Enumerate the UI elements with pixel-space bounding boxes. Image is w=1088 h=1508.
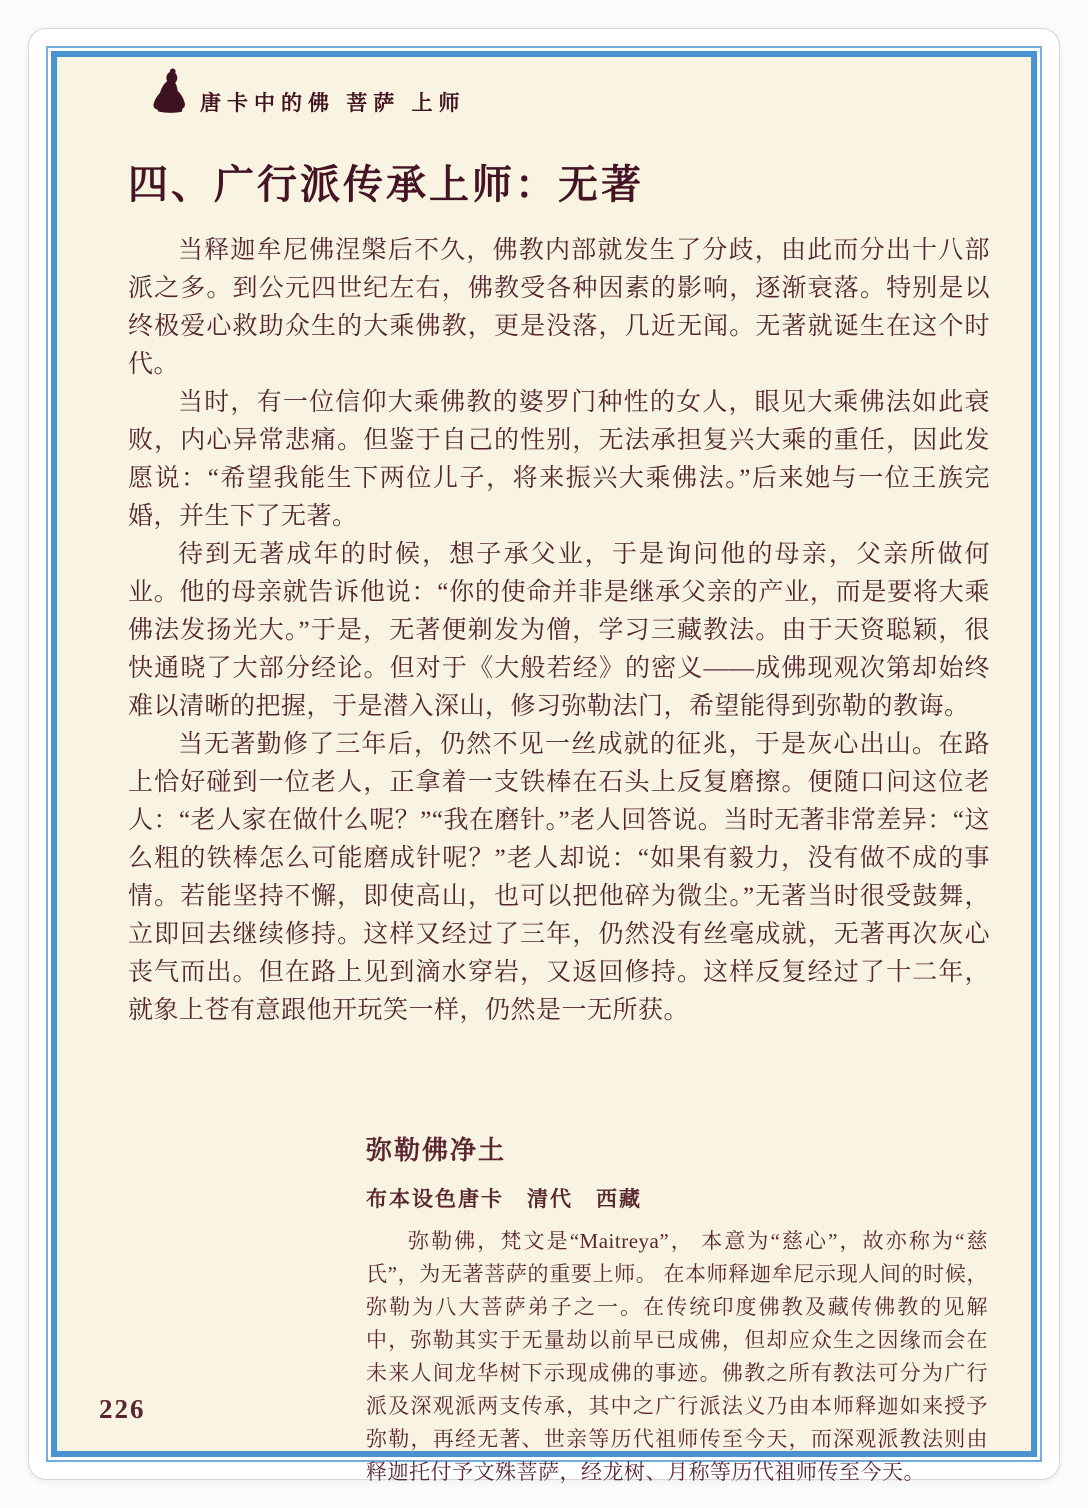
book-page — [28, 28, 1060, 1484]
seated-buddha-icon — [150, 67, 190, 120]
paragraph-2: 当时，有一位信仰大乘佛教的婆罗门种性的女人，眼见大乘佛法如此衰败，内心异常悲痛。但鉴于自己的性别，无法承担复兴大乘的重任，因此发愿说：“希望我能生下两位儿子，将来振兴大乘佛法。”后来她与一位王族完婚，并生下了无著。 — [128, 389, 990, 530]
chapter-title: 四、广行派传承上师：无著 — [128, 162, 644, 207]
outer-blue-frame — [46, 46, 1042, 1484]
caption-subtitle: 布本设色唐卡 清代 西藏 — [366, 1187, 642, 1211]
paragraph-3: 待到无著成年的时候，想子承父业，于是询问他的母亲，父亲所做何业。他的母亲就告诉他说：“你的使命并非是继承父亲的产业，而是要将大乘佛法发扬光大。”于是，无著便剃发为僧，学习三藏教法。由于天资聪颖，很快通晓了大部分经论。但对于《大般若经》的密义——成佛现观次第却始终难以清晰的把握，于是潜入深山，修习弥勒法门，希望能得到弥勒的教诲。 — [128, 541, 990, 720]
page-content — [57, 57, 1031, 1484]
article-body — [128, 232, 990, 1030]
series-header — [128, 67, 998, 121]
inner-blue-frame — [51, 51, 1037, 1484]
series-title: 唐卡中的佛 菩萨 上师 — [200, 91, 466, 115]
caption-title: 弥勒佛净土 — [366, 1136, 507, 1165]
thangka-caption — [366, 1130, 988, 1489]
caption-text: 弥勒佛，梵文是“Maitreya”， 本意为“慈心”，故亦称为“慈氏”，为无著菩萨的重要上师。 在本师释迦牟尼示现人间的时候，弥勒为八大菩萨弟子之一。在传统印度佛教及藏传佛教的见解中，弥勒其实于无量劫以前早已成佛，但却应众生之因缘而会在未来人间龙华树下示现成佛的事迹。佛教之所有教法可分为广行派及深观派两支传承，其中之广行派法义乃由本师释迦如来授予弥勒，再经无著、世亲等历代祖师传至今天，而深观派教法则由释迦托付予文殊菩萨，经龙树、月称等历代祖师传至今天。 — [366, 1229, 988, 1484]
paragraph-4: 当无著勤修了三年后，仍然不见一丝成就的征兆，于是灰心出山。在路上恰好碰到一位老人，正拿着一支铁棒在石头上反复磨擦。便随口问这位老人：“老人家在做什么呢？”“我在磨针。”老人回答说。当时无著非常差异：“这么粗的铁棒怎么可能磨成针呢？”老人却说：“如果有毅力，没有做不成的事情。若能坚持不懈，即使高山，也可以把他碎为微尘。”无著当时很受鼓舞，立即回去继续修持。这样又经过了三年，仍然没有丝毫成就，无著再次灰心丧气而出。但在路上见到滴水穿岩，又返回修持。这样反复经过了十二年，就象上苍有意跟他开玩笑一样，仍然是一无所获。 — [128, 731, 990, 1024]
page-number: 226 — [99, 1394, 146, 1424]
paragraph-1: 当释迦牟尼佛涅槃后不久，佛教内部就发生了分歧，由此而分出十八部派之多。到公元四世纪左右，佛教受各种因素的影响，逐渐衰落。特别是以终极爱心救助众生的大乘佛教，更是没落，几近无闻。无著就诞生在这个时代。 — [128, 237, 990, 378]
